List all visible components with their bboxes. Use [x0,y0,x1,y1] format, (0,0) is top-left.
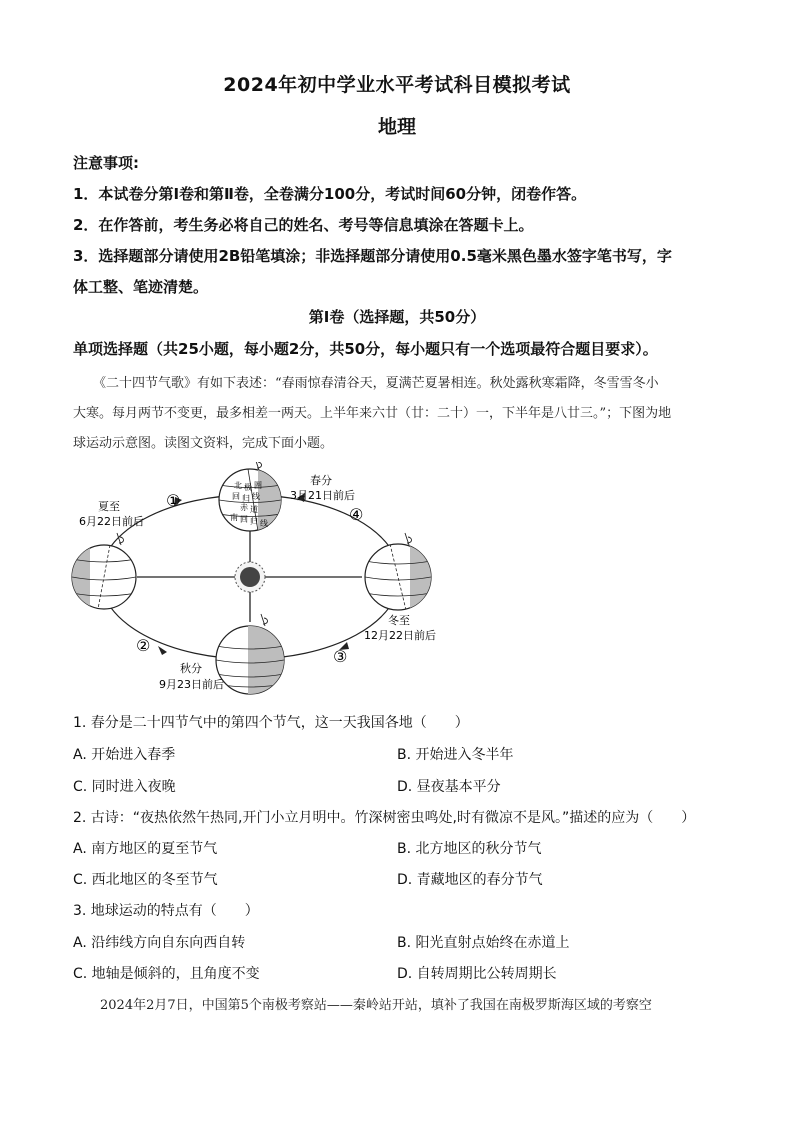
label-summer-date: 6月22日前后 [79,515,144,528]
option[interactable]: A. 开始进入春季 [73,747,176,763]
globe-label: 线 [260,519,268,528]
subject-title: 地理 [377,116,416,138]
notice-item: 1．本试卷分第Ⅰ卷和第Ⅱ卷，全卷满分100分，考试时间60分钟，闭卷作答。 [73,185,587,203]
earth-revolution-diagram [62,462,452,702]
option[interactable]: B. 开始进入冬半年 [397,747,514,763]
globe-label: 道 [250,505,258,514]
question-stem: 3. 地球运动的特点有（ ） [73,903,259,919]
next-passage-line: 2024年2月7日，中国第5个南极考察站——秦岭站开站，填补了我国在南极罗斯海区域的考察空 [100,998,652,1013]
notice-item: 体工整、笔迹清楚。 [73,278,209,296]
marker-1: ① [166,491,181,510]
globe-label: 归 [242,494,250,503]
label-spring-date: 3月21日前后 [290,489,355,502]
marker-4: ④ [349,505,364,524]
section-title: 第Ⅰ卷（选择题，共50分） [308,308,486,326]
option[interactable]: D. 自转周期比公转周期长 [397,966,557,982]
orbit-arrow-icon [158,646,167,655]
option[interactable]: C. 同时进入夜晚 [73,779,176,795]
option[interactable]: C. 地轴是倾斜的，且角度不变 [73,966,260,982]
globe-label: 南 [230,513,238,522]
globe-label: 线 [252,492,260,501]
question-stem: 2. 古诗：“夜热依然午热同,开门小立月明中。竹深树密虫鸣处,时有微凉不是风。”描述的应为（ ） [73,810,696,826]
sun-icon [235,562,265,592]
label-spring: 春分 [310,474,332,487]
globe-winter-icon [365,533,431,610]
label-summer: 夏至 [98,500,120,513]
globe-summer-icon [72,533,136,609]
globe-label: 回 [232,492,240,501]
label-autumn-date: 9月23日前后 [159,678,224,691]
option[interactable]: B. 北方地区的秋分节气 [397,841,542,857]
passage-line: 《二十四节气歌》有如下表述：“春雨惊春清谷天，夏满芒夏暑相连。秋处露秋寒霜降，冬雪雪冬小 [93,376,659,391]
globe-label: 圈 [254,481,262,490]
passage-line: 大寒。每月两节不变更，最多相差一两天。上半年来六廿（廿：二十）一，下半年是八廿三。”；下图为地 [73,406,672,421]
notice-item: 3．选择题部分请使用2B铅笔填涂；非选择题部分请使用0.5毫米黑色墨水签字笔书写，字 [73,247,672,265]
globe-label: 回 [240,515,248,524]
notice-item: 2．在作答前，考生务必将自己的姓名、考号等信息填涂在答题卡上。 [73,216,534,234]
globe-label: 极 [244,483,252,492]
option[interactable]: A. 南方地区的夏至节气 [73,841,218,857]
question-stem: 1. 春分是二十四节气中的第四个节气，这一天我国各地（ ） [73,715,469,731]
globe-autumn-icon [216,614,284,694]
option[interactable]: C. 西北地区的冬至节气 [73,872,218,888]
notice-heading: 注意事项: [73,154,139,172]
option[interactable]: A. 沿纬线方向自东向西自转 [73,935,246,951]
option[interactable]: D. 昼夜基本平分 [397,779,501,795]
option[interactable]: D. 青藏地区的春分节气 [397,872,543,888]
marker-3: ③ [333,647,348,666]
label-winter: 冬至 [388,614,410,627]
section-instructions: 单项选择题（共25小题，每小题2分，共50分，每小题只有一个选项最符合题目要求）。 [73,340,658,358]
globe-spring-icon [219,462,282,531]
globe-label: 赤 [240,503,248,512]
label-winter-date: 12月22日前后 [364,629,436,642]
option[interactable]: B. 阳光直射点始终在赤道上 [397,935,570,951]
passage-line: 球运动示意图。读图文资料，完成下面小题。 [73,436,334,451]
globe-label: 北 [234,481,242,490]
label-autumn: 秋分 [180,662,202,675]
exam-title: 2024年初中学业水平考试科目模拟考试 [223,74,571,96]
globe-label: 归 [250,517,258,526]
marker-2: ② [136,636,151,655]
